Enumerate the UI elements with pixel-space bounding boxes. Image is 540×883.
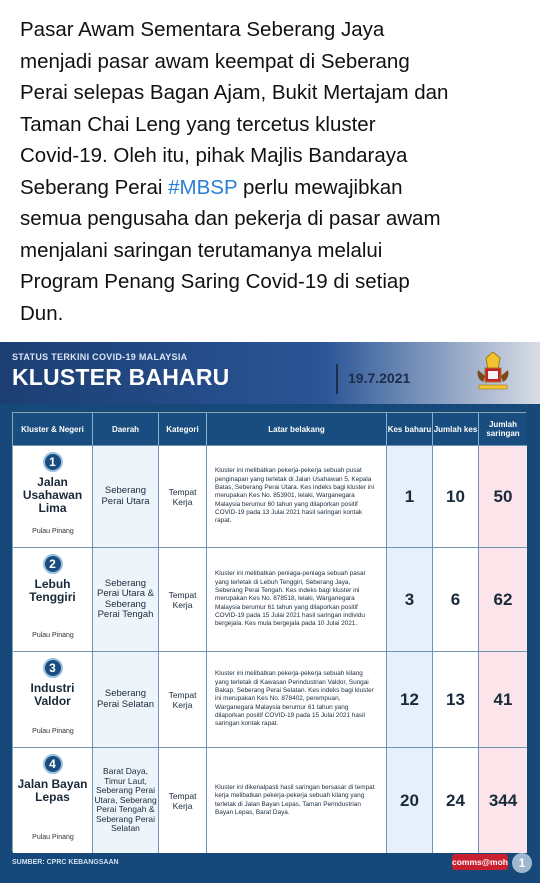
- cluster-name: Industri Valdor: [30, 681, 75, 708]
- cluster-name: Lebuh Tenggiri: [29, 577, 76, 604]
- row-number-badge: 4: [43, 754, 63, 774]
- post-line: Taman Chai Leng yang tercetus kluster: [20, 112, 376, 136]
- post-text: [20, 14, 530, 329]
- kes-baharu-cell: 3: [387, 548, 433, 651]
- jumlah-kes-cell: 24: [433, 748, 479, 853]
- infographic-image[interactable]: [0, 342, 540, 883]
- status-line: STATUS TERKINI COVID-19 MALAYSIA: [12, 352, 188, 362]
- infographic-header: [0, 342, 540, 404]
- kes-baharu-cell: 20: [387, 748, 433, 853]
- post-line: Program Penang Saring Covid-19 di setiap: [20, 270, 410, 293]
- image-page-indicator[interactable]: 1: [512, 853, 532, 873]
- cluster-state: Pulau Pinang: [32, 728, 74, 735]
- header-kes: Kes baharu: [387, 413, 433, 445]
- coat-of-arms-icon: [470, 348, 516, 394]
- latar-cell: Kluster ini melibatkan peniaga-peniaga sebuah pasar yang terletak di Lebuh Tenggiri, Seberang Jaya, Seberang Perai Tengah. Kes indeks bagi kluster ini merupakan Kes No. 878518, lelaki, Warganegara Malaysia berumur 61 tahun yang dilaporkan positif COVID-19 pada 15 Julai 2021 hasil saringan individu bergejala. Kes mula bergejala pada 10 Julai 2021.: [207, 548, 387, 651]
- table-row: [13, 445, 527, 547]
- kluster-cell: [13, 446, 93, 547]
- row-number-badge: 1: [43, 452, 63, 472]
- header-jumlah-saringan: Jumlah saringan: [479, 413, 527, 445]
- cluster-state: Pulau Pinang: [32, 528, 74, 535]
- header-kategori: Kategori: [159, 413, 207, 445]
- header-jumlah-kes: Jumlah kes: [433, 413, 479, 445]
- jumlah-kes-cell: 13: [433, 652, 479, 747]
- post-line: menjalani saringan terutamanya melalui: [20, 238, 383, 262]
- header-latar: Latar belakang: [207, 413, 387, 445]
- kluster-cell: [13, 548, 93, 651]
- jumlah-saringan-cell: 41: [479, 652, 527, 747]
- latar-cell: Kluster ini melibatkan pekerja-pekerja sebuah pusat penginapan yang terletak di Jalan Usahawan 5, Kepala Batas, Seberang Perai Utara. Kes indeks bagi kluster ini merupakan Kes No. 853901, lelaki, Warganegara Malaysia berumur 60 tahun yang dilaporkan positif COVID-19 pada 13 Julai 2021 hasil saringan kontak rapat.: [207, 446, 387, 547]
- kes-baharu-cell: 12: [387, 652, 433, 747]
- post-line: Perai selepas Bagan Ajam, Bukit Mertajam dan: [20, 81, 449, 104]
- post-line: menjadi pasar awam keempat di Seberang: [20, 49, 410, 73]
- infographic-title: KLUSTER BAHARU: [12, 364, 230, 390]
- kategori-cell: Tempat Kerja: [159, 748, 207, 853]
- daerah-cell: Barat Daya, Timur Laut, Seberang Perai Utara, Seberang Perai Tengah & Seberang Perai Selatan: [93, 748, 159, 853]
- table-row: [13, 747, 527, 853]
- source-note: SUMBER: CPRC KEBANGSAAN: [12, 859, 119, 866]
- jumlah-kes-cell: 10: [433, 446, 479, 547]
- brand-tag: comms@moh: [452, 854, 508, 870]
- table-row: [13, 651, 527, 747]
- daerah-cell: Seberang Perai Utara & Seberang Perai Tengah: [93, 548, 159, 651]
- jumlah-saringan-cell: 62: [479, 548, 527, 651]
- header-kluster: Kluster & Negeri: [13, 413, 93, 445]
- kluster-cell: [13, 748, 93, 853]
- post-line: semua pengusaha dan pekerja di pasar awam: [20, 207, 441, 230]
- table-row: [13, 547, 527, 651]
- latar-cell: Kluster ini dikenalpasti hasil saringan bersasar di tempat kerja melibatkan pekerja-pekerja sebuah kilang yang terletak di Jalan Bayan Lepas, Taman Perindustrian Bayan Lepas, Barat Daya.: [207, 748, 387, 853]
- kategori-cell: Tempat Kerja: [159, 548, 207, 651]
- post-line: Dun.: [20, 301, 64, 325]
- post-line-part: Seberang Perai: [20, 175, 169, 199]
- row-number-badge: 2: [43, 554, 63, 574]
- jumlah-saringan-cell: 344: [479, 748, 527, 853]
- post-line: Covid-19. Oleh itu, pihak Majlis Bandaraya: [20, 144, 408, 167]
- kategori-cell: Tempat Kerja: [159, 446, 207, 547]
- daerah-cell: Seberang Perai Utara: [93, 446, 159, 547]
- post-line-part: perlu mewajibkan: [237, 175, 403, 199]
- post-line: Pasar Awam Sementara Seberang Jaya: [20, 18, 385, 41]
- jumlah-saringan-cell: 50: [479, 446, 527, 547]
- post-line: [20, 172, 530, 204]
- jumlah-kes-cell: 6: [433, 548, 479, 651]
- hashtag-link[interactable]: #MBSP: [168, 175, 238, 199]
- kluster-cell: [13, 652, 93, 747]
- header-daerah: Daerah: [93, 413, 159, 445]
- kes-baharu-cell: 1: [387, 446, 433, 547]
- daerah-cell: Seberang Perai Selatan: [93, 652, 159, 747]
- cluster-state: Pulau Pinang: [32, 834, 74, 841]
- cluster-name: Jalan Bayan Lepas: [17, 777, 88, 804]
- cluster-name: Jalan Usahawan Lima: [22, 475, 83, 515]
- latar-cell: Kluster ini melibatkan pekerja-pekerja sebuah kilang yang terletak di Kawasan Perindustrian Valdor, Sungai Bakap, Seberang Perai Selatan. Kes indeks bagi kluster ini merupakan Kes No. 878402, perempuan, Warganegara Malaysia berumur 61 tahun yang dilaporkan positif COVID-19 pada 15 Julai 2021 hasil saringan kontak rapat.: [207, 652, 387, 747]
- cluster-state: Pulau Pinang: [32, 632, 74, 639]
- infographic-date: 19.7.2021: [336, 364, 420, 394]
- kategori-cell: Tempat Kerja: [159, 652, 207, 747]
- cluster-table: [12, 412, 526, 852]
- row-number-badge: 3: [43, 658, 63, 678]
